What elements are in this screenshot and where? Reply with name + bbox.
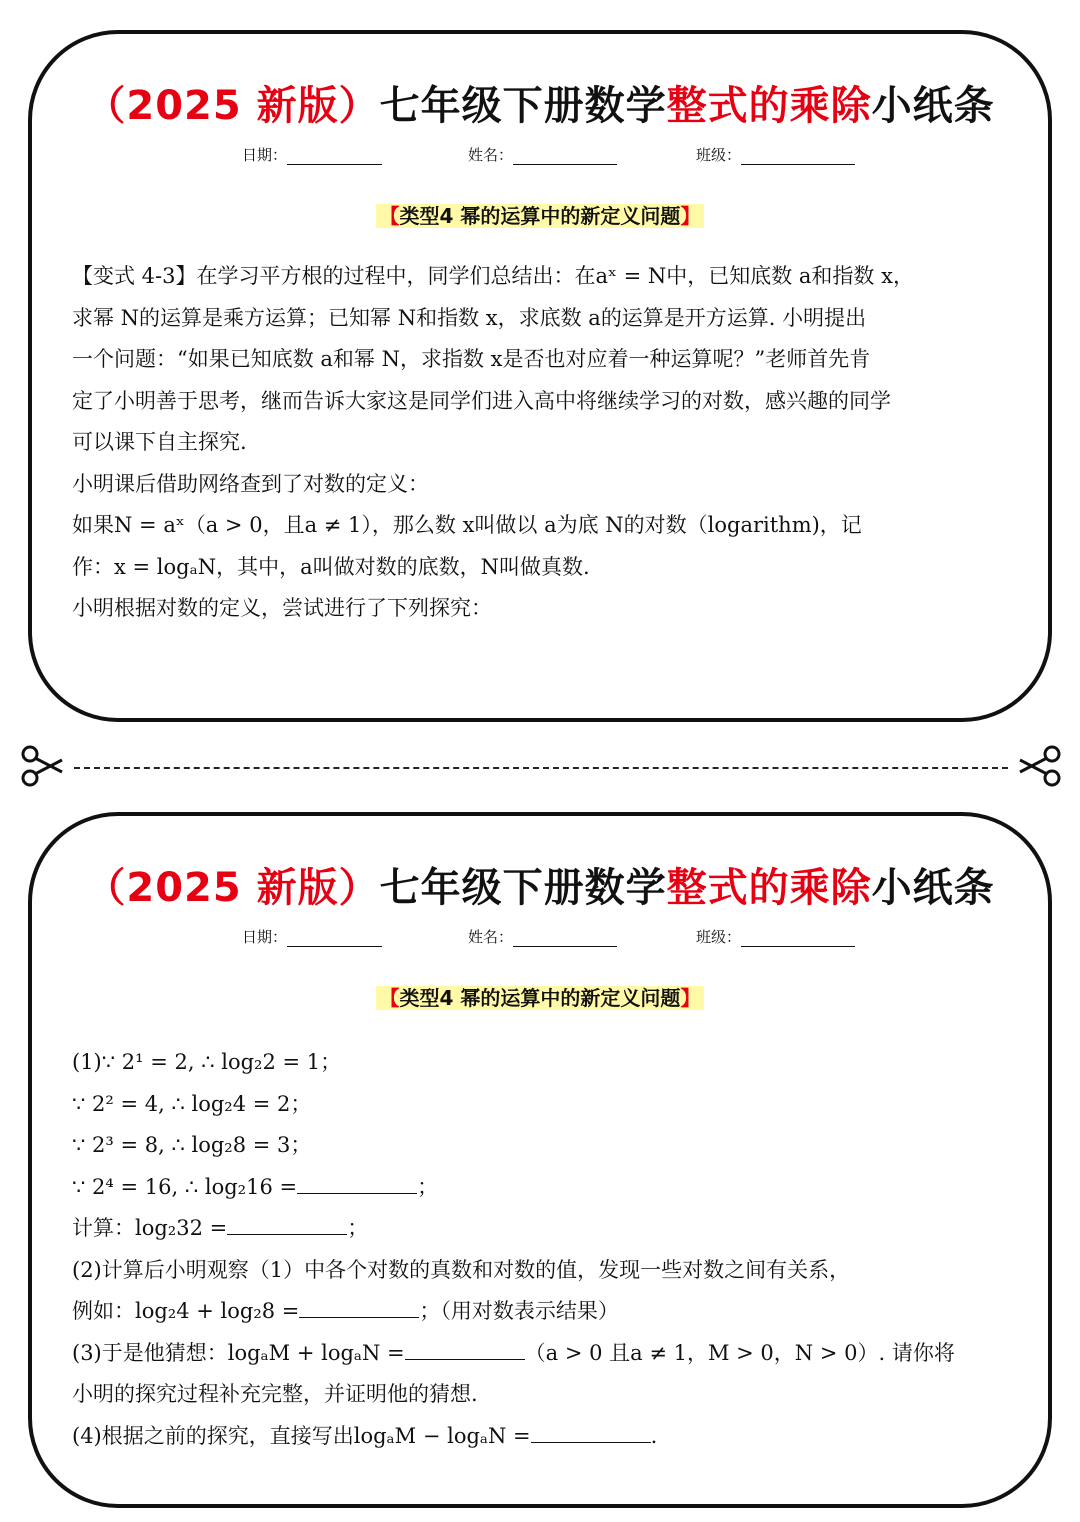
answer-blank[interactable] [405, 1337, 525, 1360]
name-input-line[interactable] [513, 148, 617, 165]
name-field [468, 144, 617, 165]
type-label: 类型4 幂的运算中的新定义问题 [399, 204, 681, 228]
dashed-line [74, 767, 1008, 769]
title-grade: 七年级下册数学 [379, 865, 667, 911]
class-field [696, 144, 855, 165]
text-line: 求幂 N的运算是乘方运算；已知幂 N和指数 x，求底数 a的运算是开方运算. 小明提出 [72, 305, 867, 330]
date-input-line[interactable] [287, 930, 382, 947]
title-topic: 整式的乘除 [666, 83, 872, 129]
cut-line [18, 742, 1064, 794]
text-line: 可以课下自主探究. [72, 430, 247, 454]
text-line: (1)∵ 2¹ = 2, ∴ log₂2 = 1； [72, 1050, 342, 1074]
name-input-line[interactable] [513, 930, 617, 947]
date-label: 日期： [242, 928, 288, 946]
title-suffix: 小纸条 [871, 865, 995, 911]
problem-body [72, 256, 1022, 630]
text-line: 定了小明善于思考，继而告诉大家这是同学们进入高中将继续学习的对数，感兴趣的同学 [72, 388, 891, 413]
date-field [242, 144, 382, 165]
text-line: ∵ 2³ = 8, ∴ log₂8 = 3； [72, 1133, 312, 1157]
answer-line: (3)于是他猜想：logₐM + logₐN = （a > 0 且a ≠ 1，M > 0，N > 0）. 请你将 [72, 1333, 1022, 1375]
answer-blank[interactable] [299, 1295, 419, 1318]
answer-blank[interactable] [227, 1212, 347, 1235]
text-line: 小明课后借助网络查到了对数的定义： [72, 471, 429, 496]
date-input-line[interactable] [287, 148, 382, 165]
name-label: 姓名： [468, 928, 514, 946]
answer-line: 例如：log₂4 + log₂8 = ；（用对数表示结果） [72, 1291, 1022, 1333]
date-field [242, 926, 382, 947]
title-edition: （2025 新版） [85, 865, 380, 911]
note-card-bottom [28, 812, 1052, 1508]
class-field [696, 926, 855, 947]
text-line: 【变式 4-3】在学习平方根的过程中，同学们总结出：在aˣ = N中，已知底数 a和指数 x， [72, 264, 914, 288]
text-line: 小明根据对数的定义，尝试进行了下列探究： [72, 596, 492, 620]
question-body [72, 1042, 1022, 1457]
text-line: ∵ 2² = 4, ∴ log₂4 = 2； [72, 1091, 312, 1116]
card-title [32, 856, 1048, 913]
info-row [32, 926, 1048, 952]
title-edition: （2025 新版） [85, 83, 380, 129]
info-row [32, 144, 1048, 170]
title-suffix: 小纸条 [871, 83, 995, 129]
type-heading: 【类型4 幂的运算中的新定义问题】 [32, 982, 1048, 1011]
note-card-top [28, 30, 1052, 722]
answer-line: 计算：log₂32 = ； [72, 1208, 1022, 1250]
title-grade: 七年级下册数学 [379, 83, 667, 129]
name-label: 姓名： [468, 146, 514, 164]
text-line: 如果N = aˣ（a > 0，且a ≠ 1），那么数 x叫做以 a为底 N的对数（logarithm)，记 [72, 513, 862, 537]
answer-blank[interactable] [531, 1420, 651, 1443]
class-input-line[interactable] [741, 930, 855, 947]
class-input-line[interactable] [741, 148, 855, 165]
name-field [468, 926, 617, 947]
class-label: 班级： [696, 928, 742, 946]
card-title [32, 74, 1048, 131]
answer-line: ∵ 2⁴ = 16, ∴ log₂16 = ； [72, 1167, 1022, 1209]
scissors-icon [1016, 742, 1064, 790]
type-label: 类型4 幂的运算中的新定义问题 [399, 986, 681, 1010]
title-topic: 整式的乘除 [666, 865, 872, 911]
text-line: 一个问题：“如果已知底数 a和幂 N，求指数 x是否也对应着一种运算呢？”老师首先肯 [72, 347, 871, 371]
answer-blank[interactable] [297, 1171, 417, 1194]
scissors-icon [18, 742, 66, 790]
date-label: 日期： [242, 146, 288, 164]
type-heading: 【类型4 幂的运算中的新定义问题】 [32, 200, 1048, 229]
text-line: 小明的探究过程补充完整，并证明他的猜想. [72, 1382, 478, 1406]
text-line: 作：x = logₐN，其中，a叫做对数的底数，N叫做真数. [72, 554, 590, 579]
answer-line: (4)根据之前的探究，直接写出logₐM − logₐN = . [72, 1416, 1022, 1458]
text-line: (2)计算后小明观察（1）中各个对数的真数和对数的值，发现一些对数之间有关系， [72, 1257, 851, 1282]
class-label: 班级： [696, 146, 742, 164]
